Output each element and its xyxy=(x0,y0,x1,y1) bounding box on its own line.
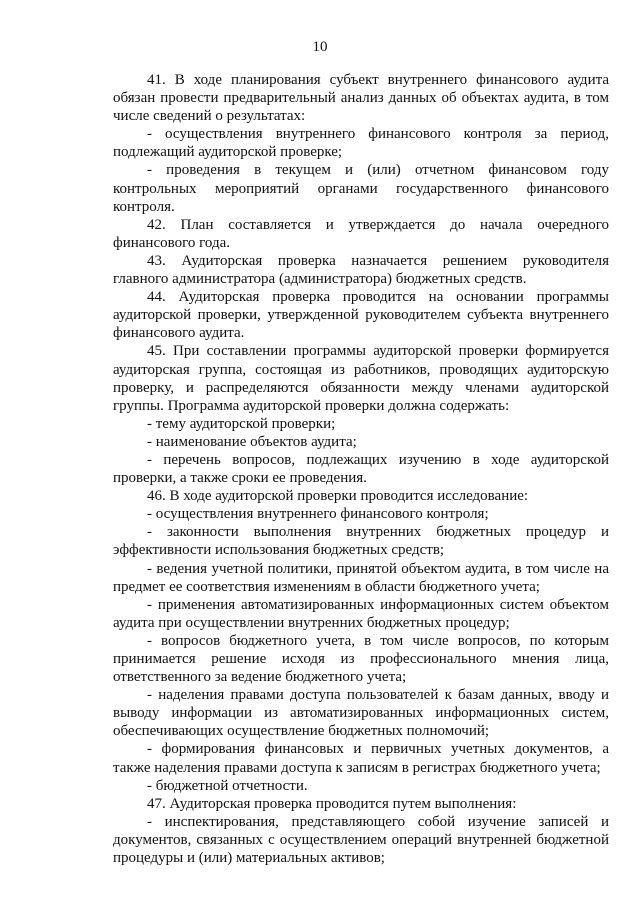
document-body xyxy=(113,71,609,867)
list-item: - инспектирования, представляющего собой изучение записей и документов, связанных с осуществлением операций внутренней бюджетной процедуры и (или) материальных активов; xyxy=(113,813,609,867)
paragraph-46: 46. В ходе аудиторской проверки проводится исследование: xyxy=(147,488,529,505)
list-item: - осуществления внутреннего финансового контроля за период, подлежащий аудиторской проверке; xyxy=(113,126,609,161)
paragraph-44: 44. Аудиторская проверка проводится на основании программы аудиторской проверки, утвержденной руководителем субъекта внутреннего финансового аудита. xyxy=(113,289,609,342)
paragraph-43: 43. Аудиторская проверка назначается решением руководителя главного администратора (администратора) бюджетных средств. xyxy=(113,252,609,288)
list-item: - ведения учетной политики, принятой объектом аудита, в том числе на предмет ее соответствия изменениям в области бюджетного учета; xyxy=(113,560,609,595)
list-item: - проведения в текущем и (или) отчетном финансовом году контрольных мероприятий органами государственного финансового контроля. xyxy=(113,162,609,215)
list-item: - осуществления внутреннего финансового контроля; xyxy=(147,506,489,523)
paragraph-45: 45. При составлении программы аудиторской проверки формируется аудиторская группа, состоящая из работников, проводящих аудиторскую проверку, и распределяются обязанности между членами аудиторской группы. Программа аудиторской проверки должна содержать: xyxy=(113,343,609,414)
list-item: - законности выполнения внутренних бюджетных процедур и эффективности использования бюджетных средств; xyxy=(113,524,609,559)
list-item: - бюджетной отчетности. xyxy=(147,777,308,794)
list-item: - перечень вопросов, подлежащих изучению в ходе аудиторской проверки, а также сроки ее проведения. xyxy=(113,451,609,487)
paragraph-41: 41. В ходе планирования субъект внутреннего финансового аудита обязан провести предварительный анализ данных об объектах аудита, в том числе сведений о результатах: xyxy=(113,72,609,125)
list-item: - наделения правами доступа пользователей к базам данных, вводу и выводу информации из автоматизированных информационных систем, обеспечивающих осуществление бюджетных полномочий; xyxy=(113,687,609,740)
list-item: - применения автоматизированных информационных систем объектом аудита при осуществлении внутренних бюджетных процедур; xyxy=(113,596,609,631)
list-item: - формирования финансовых и первичных учетных документов, а также наделения правами доступа к записям в регистрах бюджетного учета; xyxy=(113,741,609,776)
list-item: - тему аудиторской проверки; xyxy=(147,415,336,432)
paragraph-42: 42. План составляется и утверждается до начала очередного финансового года. xyxy=(113,216,609,251)
paragraph-47: 47. Аудиторская проверка проводится путем выполнения: xyxy=(147,795,517,812)
list-item: - вопросов бюджетного учета, в том числе вопросов, по которым принимается решение исходя из профессионального мнения лица, ответственного за ведение бюджетного учета; xyxy=(113,632,609,686)
page-number: 10 xyxy=(312,39,328,55)
list-item: - наименование объектов аудита; xyxy=(147,433,357,450)
